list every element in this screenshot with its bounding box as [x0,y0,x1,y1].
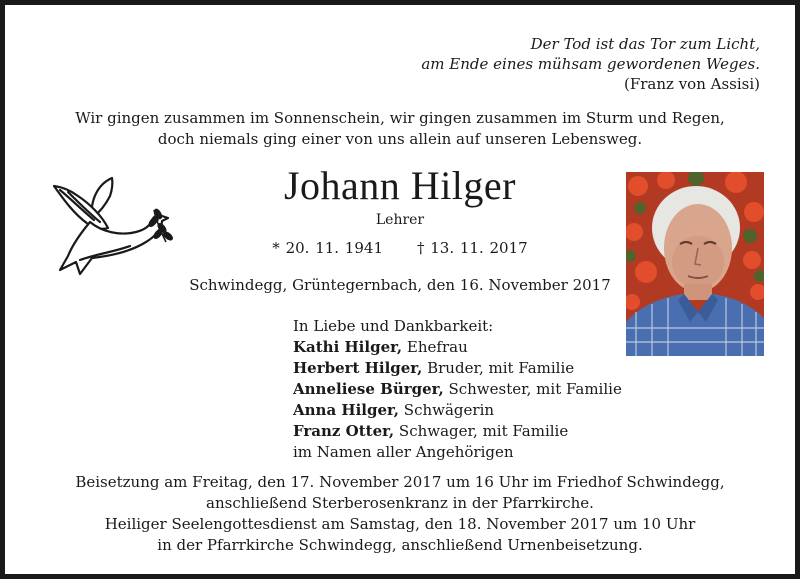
deceased-occupation: Lehrer [375,212,425,228]
place-and-date: Schwindegg, Grüntegernbach, den 16. November 2017 [189,276,611,294]
death-date: † 13. 11. 2017 [417,239,528,257]
poem-line-1: Wir gingen zusammen im Sonnenschein, wir gingen zusammen im Sturm und Regen, [75,109,725,127]
mourner-row [293,400,633,421]
mourners-block [293,316,633,463]
portrait-illustration [626,172,764,356]
funeral-line-1: Beisetzung am Freitag, den 17. November 2017 um 16 Uhr im Friedhof Schwindegg, [75,473,725,491]
mourner-relation: Ehefrau [402,338,468,356]
mourner-row [293,421,633,442]
poem-block [20,108,780,150]
funeral-line-3: Heiliger Seelengottesdienst am Samstag, den 18. November 2017 um 10 Uhr [104,515,696,533]
mourner-row [293,379,633,400]
quote-line-2: am Ende eines mühsam gewordenen Weges. [421,55,760,73]
funeral-line-4: in der Pfarrkirche Schwindegg, anschließend Urnenbeisetzung. [157,536,643,554]
birth-date: * 20. 11. 1941 [272,239,383,257]
mourner-name: Herbert Hilger, [293,359,423,377]
mourner-relation: Schwägerin [399,401,495,419]
mourner-relation: Schwager, mit Familie [394,422,569,440]
mourner-name: Kathi Hilger, [293,338,403,356]
portrait-photo [626,172,764,356]
mourners-intro: In Liebe und Dankbarkeit: [293,317,494,335]
life-dates [200,239,600,257]
mourners-closing: im Namen aller Angehörigen [293,443,514,461]
dove-with-olive-branch-icon [50,170,176,280]
quote-block [380,34,760,94]
deceased-name: Johann Hilger [283,163,516,208]
mourner-row [293,358,633,379]
quote-line-1: Der Tod ist das Tor zum Licht, [530,35,760,53]
mourner-name: Franz Otter, [293,422,395,440]
mourner-name: Anneliese Bürger, [293,380,444,398]
mourner-relation: Schwester, mit Familie [443,380,622,398]
mourner-relation: Bruder, mit Familie [422,359,575,377]
funeral-details [20,472,780,556]
mourner-name: Anna Hilger, [293,401,400,419]
funeral-line-2: anschließend Sterberosenkranz in der Pfarrkirche. [206,494,594,512]
poem-line-2: doch niemals ging einer von uns allein auf unseren Lebensweg. [157,130,643,148]
mourner-row [293,337,633,358]
quote-author: (Franz von Assisi) [623,75,760,93]
